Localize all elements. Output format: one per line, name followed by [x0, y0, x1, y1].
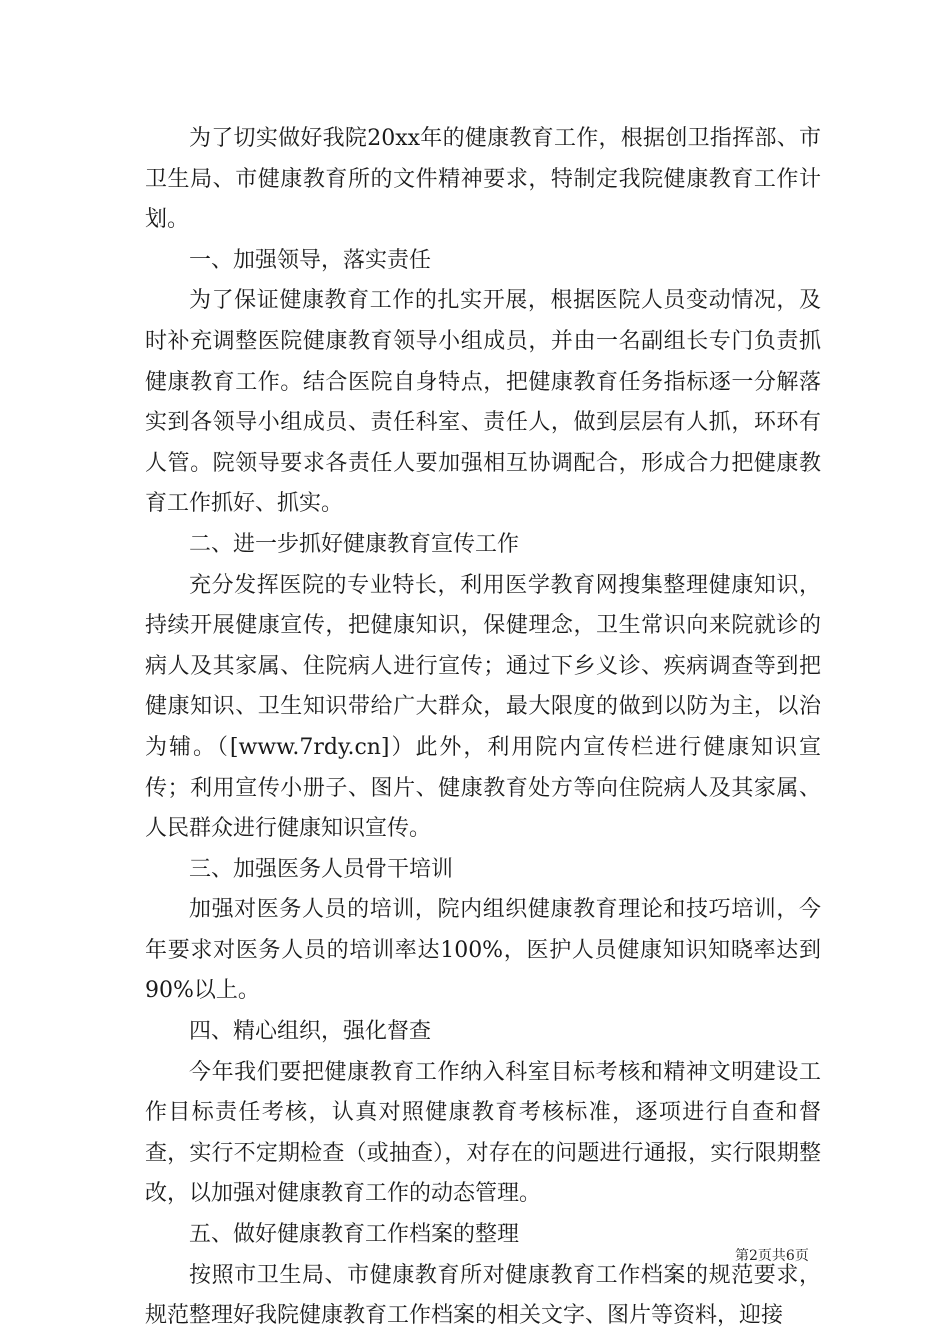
section-heading-3: 三、加强医务人员骨干培训: [189, 856, 454, 882]
section-heading-4: 四、精心组织，强化督查: [189, 1019, 432, 1045]
body-paragraph: 加强对医务人员的培训，院内组织健康教育理论和技巧培训，今年要求对医务人员的培训率达100%，医护人员健康知识知晓率达到90%以上。: [145, 897, 821, 1004]
body-paragraph: 按照市卫生局、市健康教育所对健康教育工作档案的规范要求，规范整理好我院健康教育工作档案的相关文字、图片等资料，迎接: [145, 1262, 821, 1329]
section-heading-5: 五、做好健康教育工作档案的整理: [189, 1222, 520, 1248]
body-paragraph: 今年我们要把健康教育工作纳入科室目标考核和精神文明建设工作目标责任考核，认真对照健康教育考核标准，逐项进行自查和督查，实行不定期检查（或抽查），对存在的问题进行通报，实行限期整改，以加强对健康教育工作的动态管理。: [145, 1059, 821, 1207]
body-paragraph: 充分发挥医院的专业特长，利用医学教育网搜集整理健康知识，持续开展健康宣传，把健康知识，保健理念，卫生常识向来院就诊的病人及其家属、住院病人进行宣传；通过下乡义诊、疾病调查等到把健康知识、卫生知识带给广大群众，最大限度的做到以防为主，以治为辅。（[www.7rdy.cn]）此外，利用院内宣传栏进行健康知识宣传；利用宣传小册子、图片、健康教育处方等向住院病人及其家属、人民群众进行健康知识宣传。: [145, 572, 821, 842]
section-heading-2: 二、进一步抓好健康教育宣传工作: [189, 531, 520, 557]
page-number: 第2页共6页: [735, 1248, 809, 1264]
body-paragraph: 为了保证健康教育工作的扎实开展，根据医院人员变动情况，及时补充调整医院健康教育领导小组成员，并由一名副组长专门负责抓健康教育工作。结合医院自身特点，把健康教育任务指标逐一分解落实到各领导小组成员、责任科室、责任人，做到层层有人抓，环环有人管。院领导要求各责任人要加强相互协调配合，形成合力把健康教育工作抓好、抓实。: [145, 288, 821, 517]
document-body: [145, 119, 821, 1337]
section-heading-1: 一、加强领导，落实责任: [189, 247, 432, 273]
intro-paragraph: 为了切实做好我院20xx年的健康教育工作，根据创卫指挥部、市卫生局、市健康教育所的文件精神要求，特制定我院健康教育工作计划。: [145, 126, 821, 233]
